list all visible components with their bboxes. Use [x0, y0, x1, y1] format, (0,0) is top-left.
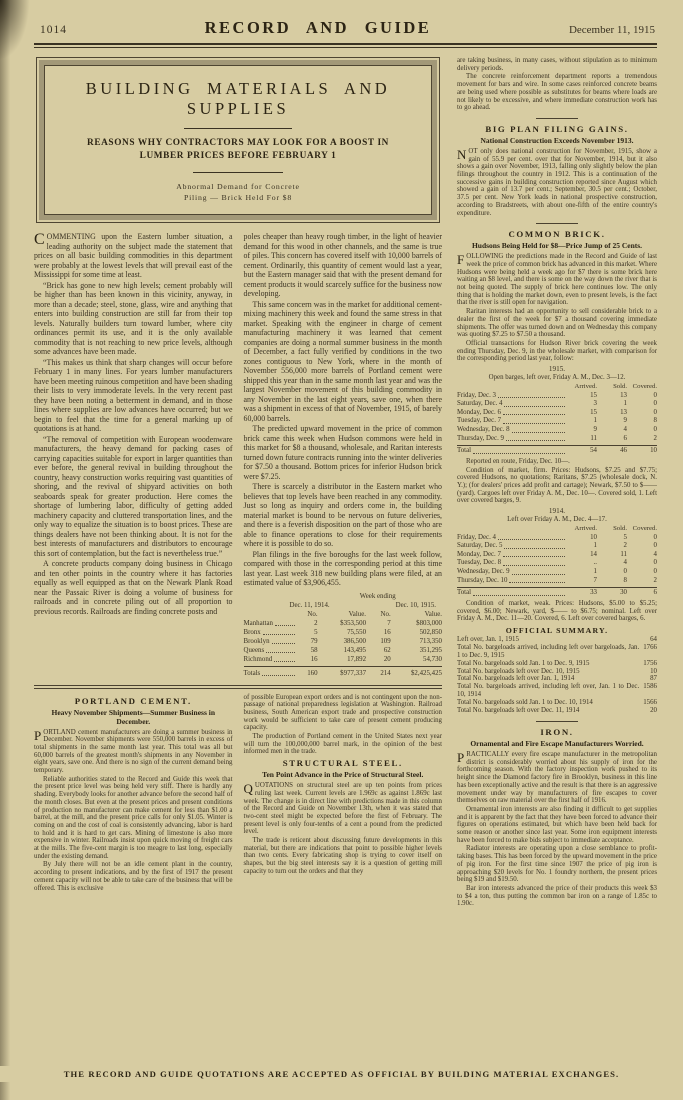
table-total-row [457, 587, 657, 598]
table-row [457, 559, 657, 568]
cell: 58 [310, 646, 318, 654]
header-cell: No. [307, 610, 318, 618]
article-paragraph: The predicted upward movement in the price of common brick came this week when Hudson commons were held in this market for $8 a thousand, wholesale, and Raritan interests turned down future contracts running into the winter deliveries for $7.50 a thousand. Bottom prices for inferior Hudson brick were $7.25. [243, 424, 442, 481]
cell: 6 [623, 434, 627, 442]
article-paragraph: There is scarcely a distributor in the Eastern market who believes that top levels have been reached in any commodity. Just so long as inquiry and orders come in, the building material market is bound to be nervous on future deliveries, and there is a feverish disposition on the part of those who are able to finance operations to close for their requirements where it is possible to do so. [243, 482, 442, 548]
table-row [457, 568, 657, 577]
dropcap: Q [243, 781, 253, 797]
summary-value: 1766 [643, 643, 657, 651]
article-paragraph [457, 148, 657, 217]
cell: 11 [590, 434, 597, 442]
cell: 2 [623, 542, 627, 550]
day-label: Tuesday, Dec. 8 [457, 559, 502, 567]
summary-item [457, 699, 657, 707]
cell: 54,730 [423, 655, 442, 663]
paragraph-list [457, 806, 657, 908]
dropcap: F [457, 252, 465, 268]
summary-value: 1566 [643, 699, 657, 707]
dot-leader [504, 400, 565, 407]
day-label: Wednesday, Dec. 8 [457, 426, 510, 434]
section-subheading: Hudsons Being Held for $8—Price Jump of 25 Cents. [471, 241, 643, 251]
dot-leader [503, 409, 565, 416]
dot-leader [512, 426, 565, 433]
table-date-headers [244, 601, 443, 610]
cell: 9 [623, 417, 627, 425]
section-subheading: Ornamental and Fire Escape Manufacturers Worried. [470, 738, 644, 748]
row-label [244, 619, 297, 628]
cell: 9 [593, 426, 597, 434]
cell: 4 [623, 559, 627, 567]
paragraph-text: UOTATIONS on structural steel are up ten points from prices ruling last week. Current levels are 1.969c as against 1.869c last week. The change is in direct line with predictions made in this column of the Record and Guide on November 13th, when it was stated that two-cent steel might be expected before the first of February. The present level is only four-tenths of a cent a pound from the predicted level. [243, 782, 442, 836]
header-cell: Arrived. [574, 525, 597, 533]
cell: 15 [590, 391, 597, 399]
table-total-row [244, 666, 443, 678]
cell: 10 [590, 533, 597, 541]
row-label [457, 577, 567, 586]
cell: 7 [387, 619, 391, 627]
cell: 0 [653, 533, 657, 541]
summary-value: 64 [650, 635, 657, 643]
paragraph-list [244, 694, 443, 757]
day-label: Saturday, Dec. 4 [457, 400, 503, 408]
table-header-row [244, 610, 443, 619]
cell: 30 [620, 589, 627, 597]
page-number: 1014 [40, 24, 67, 36]
cell: 11 [620, 550, 627, 558]
summary-value: 87 [650, 675, 657, 683]
section-heading: OFFICIAL SUMMARY. [505, 625, 609, 635]
page-body [34, 57, 657, 1047]
day-label: Friday, Dec. 4 [457, 533, 496, 541]
masthead-title: RECORD AND GUIDE [204, 18, 432, 37]
paragraph-text: OLLOWING the predictions made in the Record and Guide of last week the price of common brick has advanced in this market. Where Hudsons were being held a week ago for $7 there is some brick here waiting an $8 level, and there is some on the way down the river that is not being quoted. The supply of brick here continues low. The only thing that is holding the market down, even to present levels, is the fact that the river is still open for navigation. [457, 253, 657, 307]
day-label: Tuesday, Dec. 7 [457, 417, 502, 425]
dot-leader [473, 589, 565, 596]
summary-label: Left over, Jan. 1, 1915 [457, 635, 519, 643]
summary-value: 1586 [643, 683, 657, 691]
header-cell: Sold. [613, 383, 627, 391]
article-paragraph [457, 751, 657, 805]
cell: 386,500 [343, 637, 367, 645]
dot-leader [266, 646, 295, 653]
feature-box-inner [44, 65, 432, 215]
table-row [457, 417, 657, 426]
summary-label: Total No. bargeloads left over Dec. 11, 1914 [457, 707, 580, 715]
row-label [457, 534, 567, 543]
feature-title: BUILDING MATERIALS AND SUPPLIES [85, 79, 391, 118]
cell: 214 [380, 669, 391, 677]
article-paragraph: Official transactions for Hudson River brick covering the week ending Thursday, Dec. 9, in the wholesale market, with comparison for the corresponding period last year, follow: [457, 339, 657, 363]
summary-label: Total No. bargeloads sold Jan. 1 to Dec. 10, 1914 [457, 699, 593, 707]
dot-leader [509, 577, 565, 584]
row-label [457, 400, 567, 409]
row-label [457, 559, 567, 568]
plan-filings-table [244, 592, 443, 678]
section-subheading: Heavy November Shipments—Summer Business in December. [51, 707, 215, 726]
article-divider [536, 223, 578, 224]
article-paragraph: are taking business, in many cases, without stipulation as to minimum delivery periods. [457, 57, 657, 72]
cell: 4 [623, 426, 627, 434]
cell: 143,495 [343, 646, 367, 654]
article-paragraph: Reliable authorities stated to the Record and Guide this week that the present price level was being held very stiff. There is hardly any shading. Everybody looks for another advance before the second half of the month closes. But even at the present prices and present conditions of production no manufacturer can make cement for less than $1.00 a barrel, at the mill, and the present price calls for only $1.05. Winter is coming on and the cost of coal is consistently advancing, labor is hard to hold and it is hard to get cars. Mining of limestone is also more expensive in winter. Railroads insist upon quick moving of freight cars at the mills. The five-cent margin is too meagre to last long, especially under the existing demand. [34, 775, 233, 860]
dropcap: P [34, 727, 42, 743]
cell: 5 [623, 533, 627, 541]
dot-leader [512, 568, 565, 575]
cell: 160 [307, 669, 318, 677]
cell: 7 [593, 576, 597, 584]
cell: 0 [653, 426, 657, 434]
paragraph-list [244, 837, 443, 876]
cell: 54 [590, 447, 597, 455]
cell: 16 [383, 628, 391, 636]
cell: 2 [653, 576, 657, 584]
cell: 1 [623, 400, 627, 408]
row-label [244, 628, 297, 637]
row-label [457, 392, 567, 401]
article-paragraph: Raritan interests had an opportunity to sell considerable brick to a dealer the first of the week for $7 a thousand covering immediate shipments. The offer was turned down and on Wednesday this company was quoting $7.25 to $7.50 a thousand. [457, 308, 657, 339]
article-paragraph: poles cheaper than heavy rough timber, in the light of heavier demand for this wood in other channels, and the same is true of piles. This concern has covered itself with 10,000 barrels of cement. Ordinarily, this quantity of cement would last a year, but the Eastern manager said that with the present demand for cement products it would scarcely suffice for the business now developing. [243, 232, 442, 298]
row-label [244, 655, 297, 664]
dot-leader [503, 417, 565, 424]
total-label: Total [457, 447, 472, 455]
cell: 16 [310, 655, 318, 663]
summary-value: 20 [650, 707, 657, 715]
day-label: Monday, Dec. 6 [457, 408, 501, 416]
table-row [244, 628, 443, 637]
summary-item [457, 707, 657, 715]
day-label: Monday, Dec. 7 [457, 550, 501, 558]
table-row [457, 551, 657, 560]
dot-leader [498, 534, 565, 541]
table-rows [244, 619, 443, 664]
cell: $803,000 [416, 619, 442, 627]
article-paragraph [244, 782, 443, 836]
table-rows [457, 392, 657, 444]
header-cell: Sold. [613, 525, 627, 533]
cell: 62 [383, 646, 391, 654]
article-paragraph: Condition of market, firm. Prices: Hudsons, $7.25 and $7.75; covered Hudsons, no quotations; Raritans, $7.25 (wholesale dock, N. Y.); (for dealers' prices add profit and cartage); Newark, $7.50 to $—— (yard). Cargoes left over Friday A. M., Dec. 10—. Covered sold, 1. Left over covered barges, 9. [457, 466, 657, 505]
table-row [457, 435, 657, 444]
paragraph-text: OMMENTING upon the Eastern lumber situation, a leading authority on the subject made the statement that prices on all basic building commodities in this department were probably at the lowest levels that will prevail east of the Mississippi for some time at least. [34, 232, 233, 279]
dot-leader [498, 392, 565, 399]
cell: 75,550 [347, 628, 367, 636]
article-column-1 [34, 232, 233, 680]
summary-value: 10 [650, 667, 657, 675]
article-paragraph: A concrete products company doing business in Chicago and ten other points in the country where it has factories equally as well equipped as that on the Newark Plank Road near the Passaic River is doing a volume of business for railroads and in concrete piling out of all proportion to previous records. Railroads are finding concrete posts and [34, 559, 233, 616]
feature-rule [193, 172, 283, 173]
dot-leader [504, 542, 565, 549]
section-heading: PORTLAND CEMENT. [74, 695, 192, 706]
cell: 2 [314, 619, 318, 627]
dot-leader [274, 655, 294, 662]
official-summary-list [457, 636, 657, 715]
portland-cement-section [34, 694, 233, 894]
dot-leader [506, 435, 565, 442]
cell: 2 [653, 434, 657, 442]
cell: 1 [593, 568, 597, 576]
portland-continuation-and-steel [244, 694, 443, 894]
cell: 0 [653, 542, 657, 550]
cell: $353,500 [340, 619, 367, 627]
table-row [457, 400, 657, 409]
article-paragraph: Radiator interests are operating upon a close semblance to profit-taking bases. This has been forced by the upward movement in the price of pig iron. For the first time since 1907 the price of pig iron is approaching $20 levels for No. 1 foundry northern, the present prices being $19 and $19.50. [457, 845, 657, 884]
row-label [244, 637, 297, 646]
cell: 502,850 [419, 628, 442, 636]
row-label [457, 435, 567, 444]
table-header-row [457, 525, 657, 534]
row-label [457, 589, 567, 598]
table-row [457, 426, 657, 435]
table-row [244, 619, 443, 628]
article-paragraph: Condition of market, weak. Prices: Hudsons, $5.00 to $5.25; covered, $6.00; Newark, yard, $—— to $6.75; nominal. Left over Friday A. M., Dec. 11—20. Covered, 6. Left over covered barges, 6. [457, 599, 657, 623]
cell: 6 [653, 589, 657, 597]
cell: 0 [653, 408, 657, 416]
cell: 109 [380, 637, 391, 645]
column-group-header: Dec. 10, 1915. [395, 601, 436, 609]
cell: 4 [653, 550, 657, 558]
article-paragraph: Ornamental iron interests are also finding it difficult to get supplies and it is apparent by the fact that they have been forced to advance their figures on operations estimated, but which have been held back for some reason or another since last year. Some iron equipment interests have been forced to make bids subject to immediate acceptance. [457, 805, 657, 844]
cell: $2,425,425 [410, 669, 442, 677]
brick-table-1915 [457, 383, 657, 456]
feature-box-frame [39, 60, 437, 220]
dot-leader [503, 551, 565, 558]
header-cell: Value. [348, 610, 367, 618]
article-paragraph: “Brick has gone to new high levels; cement probably will be higher than has been known in this vicinity, anyway, in more than a decade; steel, stone, glass, wire and anything that enters into building construction are still far from their top levels. Naturally builders turn toward lumber, where city ordinances permit its use, and it is the only available commodity that is not reaching to new price levels, although some advances have been made. [34, 280, 233, 356]
dot-leader [272, 637, 295, 644]
summary-item [457, 668, 657, 676]
summary-item [457, 660, 657, 668]
summary-label: Total No. bargeloads sold Jan. 1 to Dec. 9, 1915 [457, 659, 590, 667]
table-row [457, 534, 657, 543]
row-label [457, 409, 567, 418]
column-group-header: Dec. 11, 1914. [289, 601, 330, 609]
cell: 79 [310, 637, 318, 645]
summary-item [457, 675, 657, 683]
day-label: Thursday, Dec. 9 [457, 434, 505, 442]
table-row [244, 637, 443, 646]
section-heading: STRUCTURAL STEEL. [282, 758, 403, 769]
cell: 14 [590, 550, 597, 558]
article-paragraph: of possible European export orders and is not contingent upon the non-passage of national preparedness legislation at Washington. Railroad business, South American export trade and prospective construction work would be sufficient to take care of present cement producing capacity. [243, 693, 442, 732]
table-note: Open barges, left over, Friday A. M., Dec. 3—12. [488, 374, 626, 382]
day-label: Wednesday, Dec. 9 [457, 568, 510, 576]
summary-label: Total No. bargeloads left over Jan. 1, 1914 [457, 675, 575, 683]
issue-date: December 11, 1915 [568, 24, 655, 36]
feature-box [36, 57, 440, 223]
dropcap: C [34, 231, 45, 248]
summary-label: Total No. bargeloads left over Dec. 10, 1915 [457, 667, 580, 675]
summary-value: 1756 [643, 659, 657, 667]
cell: 8 [653, 417, 657, 425]
row-label [244, 646, 297, 655]
article-paragraph: Reported en route, Friday, Dec. 10—. [466, 457, 570, 465]
paragraph-text: ORTLAND cement manufacturers are doing a summer business in December. November shipments were 550,000 barrels in excess of total shipments in the same month last year. This total was all but 60,000 barrels of the greatest month's shipments in any November in eight years, save one. And there is no sign of the current demand being temporary. [34, 728, 233, 775]
dropcap: P [457, 749, 465, 765]
dot-leader [473, 447, 565, 454]
brick-table-1914 [457, 525, 657, 598]
row-label [457, 447, 567, 456]
borough-name: Richmond [243, 655, 273, 663]
article-paragraph: By July there will not be an idle cement plant in the country, according to present indications, and by the first of 1917 the present cement capacity will not be able to take care of the business that will be offered. This is exclusive [34, 861, 233, 892]
dot-leader [262, 669, 294, 676]
dot-leader [275, 619, 295, 626]
cell: 1 [593, 542, 597, 550]
total-label: Totals [243, 669, 261, 677]
section-subheading: Ten Point Advance in the Price of Structural Steel. [262, 770, 424, 780]
cell: $977,337 [340, 669, 367, 677]
paragraph-list [457, 308, 657, 363]
header-cell: Covered. [632, 383, 657, 391]
article-paragraph: The production of Portland cement in the United States next year will turn the 100,000,000 barrel mark, in the opinion of the best informed men in the trade. [243, 733, 442, 756]
cell: 46 [620, 447, 627, 455]
header-cell: Arrived. [574, 383, 597, 391]
cell: 3 [593, 400, 597, 408]
paragraph-text: OT only does national construction for November, 1915, show a gain of 55.9 per cent. over that for November, 1914, but it also shows a gain over November, 1913, falling only slightly below the plan filings throughout the country in 1912. This is a continuation of the successive gains in building construction reported since August which showed a gain of 13.7 per cent.; September, 30.5 per cent.; October, 37.5 per cent. New York leads in national prospective construction, according to Bradstreets, with about one-fifth of the entire country's expenditure. [457, 147, 657, 217]
row-label [457, 542, 567, 551]
cell: 0 [653, 568, 657, 576]
borough-name: Queens [243, 646, 265, 654]
row-label [457, 551, 567, 560]
table-rows [457, 534, 657, 586]
section-subheading: National Construction Exceeds November 1913. [480, 135, 634, 145]
cell: 33 [590, 589, 597, 597]
row-label [244, 669, 297, 678]
paragraph-list [457, 57, 657, 112]
cell: 0 [653, 559, 657, 567]
cell: 351,295 [419, 646, 442, 654]
page-header [40, 18, 655, 38]
dot-leader [503, 559, 565, 566]
section-heading: IRON. [540, 726, 574, 737]
bottom-sections [34, 694, 442, 894]
tagline-line: Abnormal Demand for Concrete [176, 182, 300, 191]
table-row [457, 409, 657, 418]
article-paragraph: The trade is reticent about discussing future developments in this material, but there are indications that point to possible higher levels than two cents. Every fabricating shop is trying to cover itself on shapes, but the big steel interests say it is a question of getting mill capacity to turn out the orders and that they [243, 837, 442, 875]
summary-item [457, 683, 657, 699]
borough-name: Brooklyn [243, 637, 270, 645]
article-paragraph: The concrete reinforcement department reports a tremendous movement for bars and wire. In some cases reinforced concrete beams are being used where possible as substitutes for beams where loads are not likely to be excessive, and where immediate construction work has to go ahead. [457, 73, 657, 112]
left-region [34, 57, 442, 1047]
table-row [457, 392, 657, 401]
article-paragraph: “This makes us think that sharp changes will occur before February 1 in many lines. For years lumber manufacturers have been meeting ruinous competition and have been shading their lists to very immoderate levels. In the very recent past they have been noting a betterment in demand, and in those lines where supplies are low advances have occurred; but we begin to feel that the time for a general marking up of quotations is at hand. [34, 357, 233, 433]
cell: .. [593, 559, 597, 567]
summary-label: Total No. bargeloads arrived, including left over, Jan. 1 to Dec. 10, 1914 [457, 683, 640, 699]
total-label: Total [457, 589, 472, 597]
right-column [457, 57, 657, 1047]
cell: 13 [620, 408, 627, 416]
table-caption: Week ending [359, 592, 396, 600]
article-paragraph: Plan filings in the five boroughs for the last week follow, compared with those in the corresponding period at this time last year. Last week 318 new building plans were filed, at an estimated value of $3,906,455. [243, 549, 442, 587]
summary-item [457, 636, 657, 644]
tagline-line: Piling — Brick Held For $8 [183, 193, 293, 202]
cell: 713,350 [419, 637, 442, 645]
paragraph-list [34, 776, 233, 893]
table-row [244, 655, 443, 664]
feature-subtitle: REASONS WHY CONTRACTORS MAY LOOK FOR A BOOST IN LUMBER PRICES BEFORE FEBRUARY 1 [87, 138, 389, 161]
row-label [457, 568, 567, 577]
table-row [244, 646, 443, 655]
day-label: Saturday, Dec. 5 [457, 542, 503, 550]
article-paragraph [457, 253, 657, 307]
dropcap: N [457, 146, 467, 162]
table-row [457, 577, 657, 586]
summary-label: Total No. bargeloads arrived, including left over bargeloads, Jan. 1 to Dec. 9, 1915 [457, 643, 640, 659]
section-heading: BIG PLAN FILING GAINS. [485, 123, 629, 134]
header-cell: No. [380, 610, 391, 618]
year-label: 1915. [548, 365, 566, 374]
paragraph-list [34, 281, 233, 617]
article-paragraph: This same concern was in the market for additional cement-mixing machinery this week and found the same stress in that market. Speaking with the engineer in charge of cement manufacturing machinery it was learned that cement companies are doing a normal summer business in the month of December, a fact fully verified by conditions in the two zones contiguous to New York, where in the month of November 556,000 more barrels of Portland cement were shipped this year than in the same month last year and was the largest November movement of this building commodity in any November in the last eight years, save one, when there was a shipment in excess of that of November, 1915, of barely 60,000 barrels. [243, 299, 442, 423]
row-label [457, 426, 567, 435]
table-row [457, 542, 657, 551]
section-heading: COMMON BRICK. [508, 229, 606, 240]
day-label: Friday, Dec. 3 [457, 391, 496, 399]
row-label [457, 417, 567, 426]
article-paragraph: “The removal of competition with European woodenware manufacturers, the heavy demand for packing cases of carrying capacities suitable for export in larger quantities than ever before, the general revival in building throughout the country, heavy construction works requiring vast quantities of shoring, and the revival of shipyard activities on both seaboards speak for greater production. Here comes the shortage of lumbering labor, difficulty of getting added machinery capacity and cluttered transportation lines, and the only way to equalize the situation is to boost prices. These are things dealers have not been thinking about. It is not for the best interests of manufacturers and distributors to encourage this sort of contemplation, but the fact is nevertheless true.” [34, 434, 233, 558]
cell: 0 [653, 391, 657, 399]
cell: 0 [653, 400, 657, 408]
cell: 5 [314, 628, 318, 636]
article-paragraph [34, 729, 233, 775]
cell: 17,892 [347, 655, 367, 663]
table-note: Left over Friday A. M., Dec. 4—17. [507, 516, 607, 524]
header-rule [34, 43, 657, 48]
page-footer: THE RECORD AND GUIDE QUOTATIONS ARE ACCEPTED AS OFFICIAL BY BUILDING MATERIAL EXCHANGES. [0, 1066, 683, 1082]
table-total-row [457, 445, 657, 456]
borough-name: Bronx [243, 628, 261, 636]
article-paragraph [34, 232, 233, 280]
cell: 10 [650, 447, 657, 455]
cell: 15 [590, 408, 597, 416]
dot-leader [263, 628, 295, 635]
day-label: Thursday, Dec. 10 [457, 576, 508, 584]
paragraph-list [244, 232, 443, 588]
paragraph-text: RACTICALLY every fire escape manufacturer in the metropolitan district is considerably worried about his supply of iron for the forthcoming season. With the factory inspection work pushed to its height since the Diamond factory fire in Brooklyn, business in this line has been exceptionally active and the result is that there is an aggressive movement under way by manufacturers of fire escapes to cover themselves on raw material over the first half of 1916. [457, 750, 657, 805]
feature-rule [184, 128, 292, 129]
table-header-row [457, 383, 657, 392]
header-cell: Value. [424, 610, 442, 618]
header-cell: Covered. [632, 525, 657, 533]
cell: 13 [620, 391, 627, 399]
summary-item [457, 644, 657, 660]
article-paragraph: Bar iron interests advanced the price of their products this week $3 to $4 a ton, thus putting the common bar iron on a range of 1.85c to 1.90c. [457, 884, 657, 908]
article-divider [536, 118, 578, 119]
section-divider [34, 685, 442, 689]
cell: 1 [593, 417, 597, 425]
borough-name: Manhattan [243, 619, 273, 627]
article-column-2 [244, 232, 443, 680]
cell: 20 [383, 655, 391, 663]
cell: 0 [623, 568, 627, 576]
feature-tagline [59, 181, 417, 203]
article-divider [536, 721, 578, 722]
lumber-article [34, 232, 442, 680]
cell: 8 [623, 576, 627, 584]
year-label: 1914. [548, 507, 566, 516]
